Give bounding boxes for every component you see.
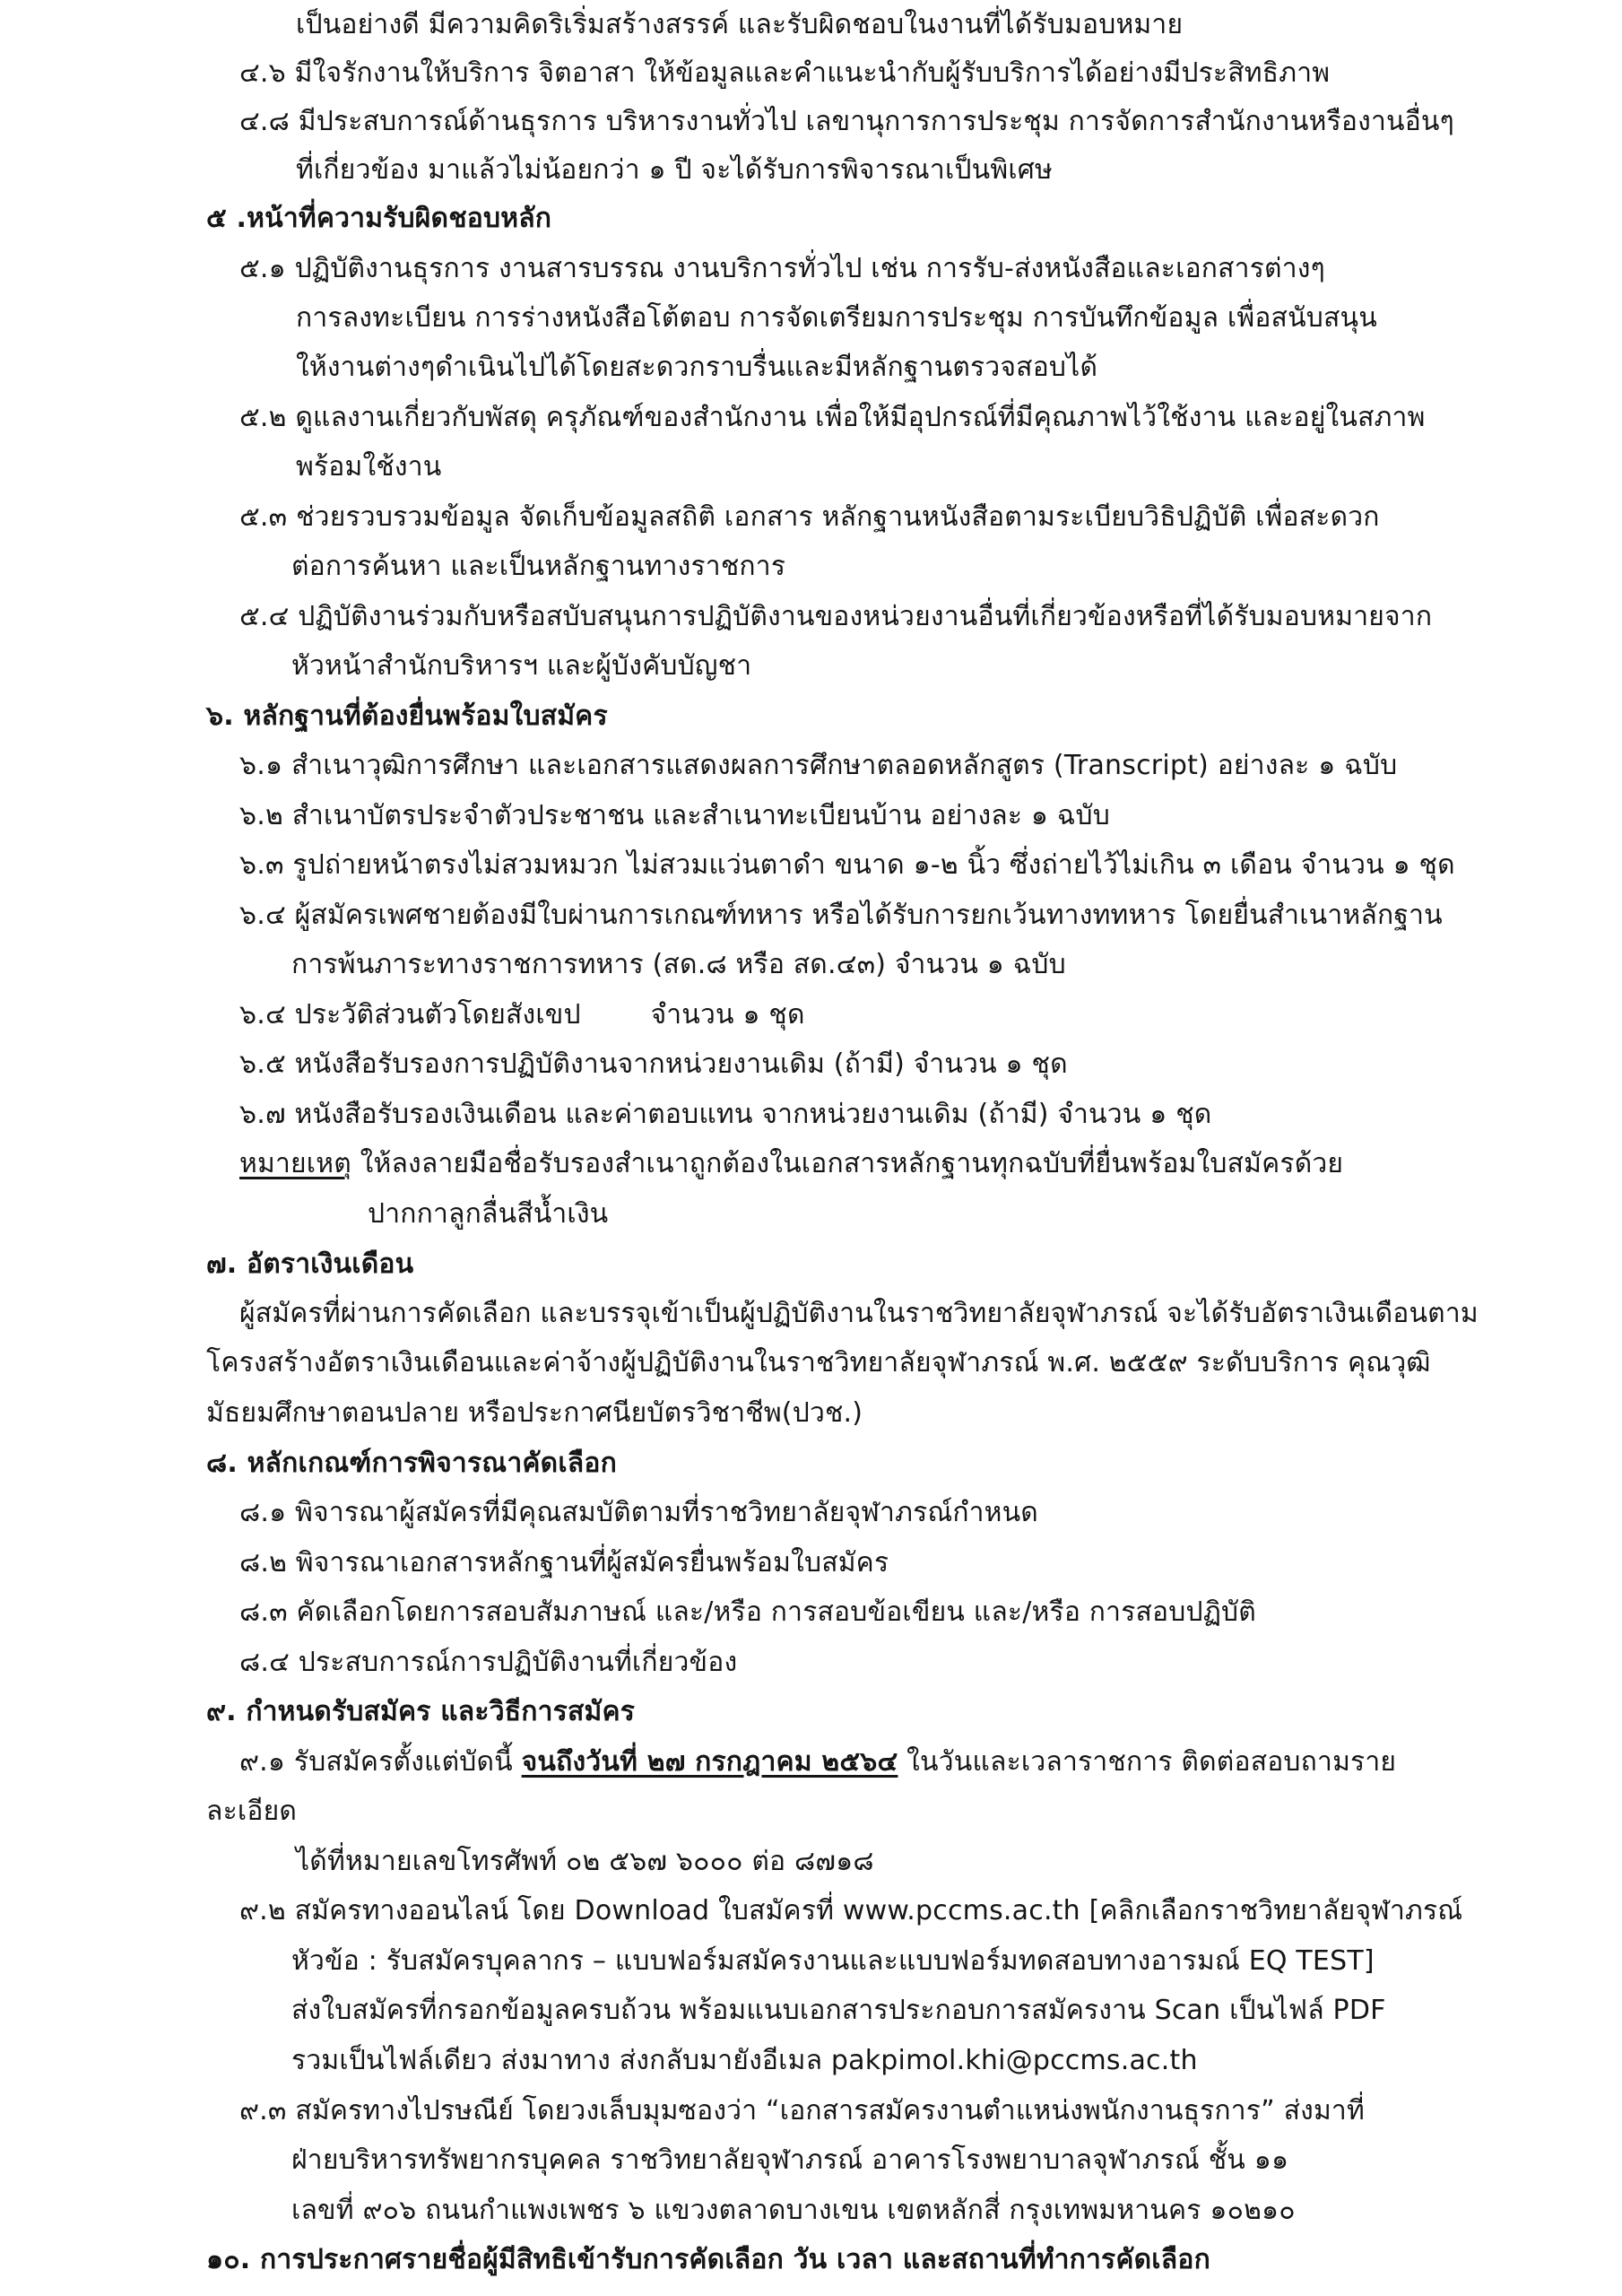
- section5-item-5-4: ๕.๔ ปฏิบัติงานร่วมกับหรือสบับสนุนการปฏิบัติงานของหน่วยงานอื่นที่เกี่ยวข้องหรือที่ได้รับมอบหมายจาก: [239, 601, 1433, 632]
- section7-heading: ๗. อัตราเงินเดือน: [206, 1248, 414, 1280]
- section5-item-5-4-cont: หัวหน้าสำนักบริหารฯ และผู้บังคับบัญชา: [291, 650, 752, 682]
- section9-item-9-2-cont1: หัวข้อ : รับสมัครบุคลากร – แบบฟอร์มสมัครงานและแบบฟอร์มทดสอบทางอารมณ์ EQ TEST]: [291, 1945, 1375, 1977]
- section5-item-5-1-cont2: ให้งานต่างๆดำเนินไปได้โดยสะดวกราบรื่นและมีหลักฐานตรวจสอบได้: [296, 352, 1098, 383]
- section7-para-1: ผู้สมัครที่ผ่านการคัดเลือก และบรรจุเข้าเป็นผู้ปฏิบัติงานในราชวิทยาลัยจุฬาภรณ์ จะได้รับอัตราเงินเดือนตาม: [239, 1298, 1479, 1329]
- section9-item-9-1: [239, 1744, 1396, 1780]
- section8-item-8-3: ๘.๓ คัดเลือกโดยการสอบสัมภาษณ์ และ/หรือ การสอบข้อเขียน และ/หรือ การสอบปฏิบัติ: [239, 1596, 1256, 1628]
- section9-item-9-2-email: รวมเป็นไฟล์เดียว ส่งมาทาง ส่งกลับมายังอีเมล pakpimol.khi@pccms.ac.th: [291, 2045, 1198, 2076]
- section8-item-8-1: ๘.๑ พิจารณาผู้สมัครที่มีคุณสมบัติตามที่ราชวิทยาลัยจุฬาภรณ์กำหนด: [239, 1497, 1038, 1528]
- deadline-date: จนถึงวันที่ ๒๗ กรกฎาคม ๒๕๖๔: [521, 1746, 898, 1778]
- section4-line-1: เป็นอย่างดี มีความคิดริเริ่มสร้างสรรค์ และรับผิดชอบในงานที่ได้รับมอบหมาย: [296, 9, 1184, 40]
- item-9-1-pre: ๙.๑ รับสมัครตั้งแต่บัดนี้: [239, 1746, 522, 1778]
- section7-para-3: มัธยมศึกษาตอนปลาย หรือประกาศนียบัตรวิชาชีพ(ปวช.): [206, 1397, 863, 1429]
- section9-item-9-3: ๙.๓ สมัครทางไปรษณีย์ โดยวงเล็บมุมซองว่า “เอกสารสมัครงานตำแหน่งพนักงานธุรการ” ส่งมาที่: [239, 2095, 1365, 2126]
- section9-item-9-2-cont2: ส่งใบสมัครที่กรอกข้อมูลครบถ้วน พร้อมแนบเอกสารประกอบการสมัครงาน Scan เป็นไฟล์ PDF: [291, 1995, 1386, 2026]
- section6-item-6-4: ๖.๔ ผู้สมัครเพศชายต้องมีใบผ่านการเกณฑ์ทหาร หรือได้รับการยกเว้นทางททหาร โดยยื่นสำเนาหลักฐาน: [239, 900, 1443, 931]
- section9-heading: ๙. กำหนดรับสมัคร และวิธีการสมัคร: [206, 1696, 636, 1727]
- section8-heading: ๘. หลักเกณฑ์การพิจารณาคัดเลือก: [206, 1448, 617, 1479]
- section10-heading: ๑๐. การประกาศรายชื่อผู้มีสิทธิเข้ารับการคัดเลือก วัน เวลา และสถานที่ทำการคัดเลือก: [206, 2244, 1210, 2275]
- section9-item-9-3-address: เลขที่ ๙๐๖ ถนนกำแพงเพชร ๖ แขวงตลาดบางเขน เขตหลักสี่ กรุงเทพมหานคร ๑๐๒๑๐: [291, 2195, 1296, 2226]
- note-label: หมายเหตุ: [239, 1148, 351, 1179]
- section6-item-6-3: ๖.๓ รูปถ่ายหน้าตรงไม่สวมหมวก ไม่สวมแว่นตาดำ ขนาด ๑-๒ นิ้ว ซึ่งถ่ายไว้ไม่เกิน ๓ เดือน จำนวน ๑ ชุด: [239, 849, 1455, 881]
- section4-item-4-8-cont: ที่เกี่ยวข้อง มาแล้วไม่น้อยกว่า ๑ ปี จะได้รับการพิจารณาเป็นพิเศษ: [296, 154, 1054, 186]
- section5-heading: ๕ .หน้าที่ความรับผิดชอบหลัก: [206, 203, 552, 234]
- section8-item-8-4: ๘.๔ ประสบการณ์การปฏิบัติงานที่เกี่ยวข้อง: [239, 1647, 738, 1678]
- section6-item-6-2: ๖.๒ สำเนาบัตรประจำตัวประชาชน และสำเนาทะเบียนบ้าน อย่างละ ๑ ฉบับ: [239, 800, 1111, 831]
- section5-item-5-1-cont1: การลงทะเบียน การร่างหนังสือโต้ตอบ การจัดเตรียมการประชุม การบันทึกข้อมูล เพื่อสนับสนุน: [296, 302, 1377, 334]
- section6-note: [239, 1146, 1343, 1182]
- section9-item-9-2: ๙.๒ สมัครทางออนไลน์ โดย Download ใบสมัครที่ www.pccms.ac.th [คลิกเลือกราชวิทยาลัยจุฬาภรณ์: [239, 1895, 1463, 1926]
- section5-item-5-3: ๕.๓ ช่วยรวบรวมข้อมูล จัดเก็บข้อมูลสถิติ เอกสาร หลักฐานหนังสือตามระเบียบวิธิปฏิบัติ เพื่อสะดวก: [239, 501, 1380, 533]
- section6-heading: ๖. หลักฐานที่ต้องยื่นพร้อมใบสมัคร: [206, 700, 608, 732]
- section5-item-5-3-cont: ต่อการค้นหา และเป็นหลักฐานทางราชการ: [291, 551, 786, 582]
- section6-item-6-1: ๖.๑ สำเนาวุฒิการศึกษา และเอกสารแสดงผลการศึกษาตลอดหลักสูตร (Transcript) อย่างละ ๑ ฉบับ: [239, 750, 1398, 781]
- section5-item-5-2: ๕.๒ ดูแลงานเกี่ยวกับพัสดุ ครุภัณฑ์ของสำนักงาน เพื่อให้มีอุปกรณ์ที่มีคุณภาพไว้ใช้งาน และอยู่ในสภาพ: [239, 402, 1426, 433]
- section9-item-9-3-cont1: ฝ่ายบริหารทรัพยากรบุคคล ราชวิทยาลัยจุฬาภรณ์ อาคารโรงพยาบาลจุฬาภรณ์ ชั้น ๑๑: [291, 2144, 1289, 2176]
- section4-item-4-6: ๔.๖ มีใจรักงานให้บริการ จิตอาสา ให้ข้อมูลและคำแนะนำกับผู้รับบริการได้อย่างมีประสิทธิภาพ: [239, 57, 1331, 89]
- section5-item-5-2-cont: พร้อมใช้งาน: [296, 451, 442, 483]
- item-9-1-post: ในวันและเวลาราชการ ติดต่อสอบถามราย: [898, 1746, 1397, 1778]
- section5-item-5-1: ๕.๑ ปฏิบัติงานธุรการ งานสารบรรณ งานบริการทั่วไป เช่น การรับ-ส่งหนังสือและเอกสารต่างๆ: [239, 253, 1325, 284]
- section4-item-4-8: ๔.๘ มีประสบการณ์ด้านธุรการ บริหารงานทั่วไป เลขานุการการประชุม การจัดการสำนักงานหรืองานอื่นๆ: [239, 106, 1454, 137]
- section6-item-6-4-cont: การพ้นภาระทางราชการทหาร (สด.๘ หรือ สด.๔๓) จำนวน ๑ ฉบับ: [291, 949, 1066, 980]
- section6-item-6-7: ๖.๗ หนังสือรับรองเงินเดือน และค่าตอบแทน จากหน่วยงานเดิม (ถ้ามี) จำนวน ๑ ชุด: [239, 1099, 1212, 1130]
- section8-item-8-2: ๘.๒ พิจารณาเอกสารหลักฐานที่ผู้สมัครยื่นพร้อมใบสมัคร: [239, 1547, 889, 1578]
- section6-item-6-4b: ๖.๔ ประวัติส่วนตัวโดยสังเขป จำนวน ๑ ชุด: [239, 999, 805, 1031]
- section9-phone-line: ได้ที่หมายเลขโทรศัพท์ ๐๒ ๕๖๗ ๖๐๐๐ ต่อ ๘๗๑๘: [296, 1846, 874, 1877]
- section7-para-2: โครงสร้างอัตราเงินเดือนและค่าจ้างผู้ปฏิบัติงานในราชวิทยาลัยจุฬาภรณ์ พ.ศ. ๒๕๕๙ ระดับบริการ คุณวุฒิ: [206, 1347, 1431, 1378]
- section6-item-6-5: ๖.๕ หนังสือรับรองการปฏิบัติงานจากหน่วยงานเดิม (ถ้ามี) จำนวน ๑ ชุด: [239, 1048, 1068, 1080]
- note-text: ให้ลงลายมือชื่อรับรองสำเนาถูกต้องในเอกสารหลักฐานทุกฉบับที่ยื่นพร้อมใบสมัครด้วย: [351, 1148, 1344, 1179]
- section9-item-9-1-cont: ละเอียด: [206, 1796, 298, 1827]
- section6-note-cont: ปากกาลูกลื่นสีน้ำเงิน: [368, 1198, 609, 1230]
